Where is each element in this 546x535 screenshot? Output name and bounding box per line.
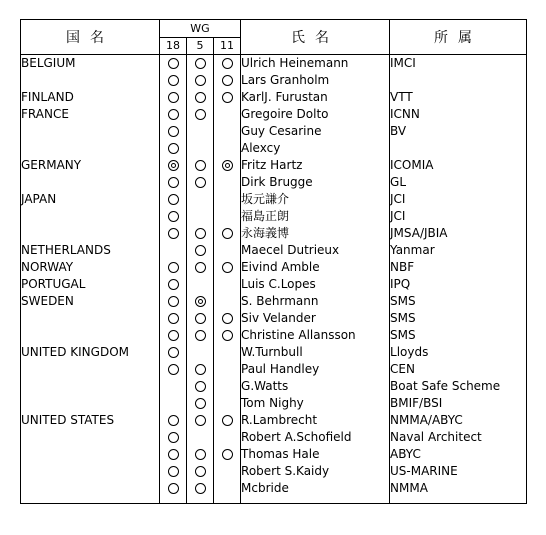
country-cell: UNITED STATES [21,413,115,427]
table-row [21,480,527,497]
circle-mark-icon [195,364,206,375]
circle-mark-icon [168,466,179,477]
wg-11-cell [214,463,241,480]
country-cell [21,463,160,480]
wg-11-cell [214,344,241,361]
circle-mark-icon [195,245,206,256]
circle-mark-icon [195,398,206,409]
affiliation-cell [390,140,527,157]
table-row [21,412,527,429]
affiliation-cell: JCI [390,208,527,225]
wg-18-cell [160,412,187,429]
wg-11-cell [214,106,241,123]
wg-11-cell [214,480,241,497]
country-cell [21,429,160,446]
circle-mark-icon [168,194,179,205]
wg-5-cell [187,344,214,361]
table-row [21,208,527,225]
circle-mark-icon [195,92,206,103]
member-name-cell: Dirk Brugge [241,174,390,191]
wg-5-cell [187,55,214,73]
circle-mark-icon [222,449,233,460]
circle-mark-icon [168,330,179,341]
table-row [21,446,527,463]
wg-5-cell [187,157,214,174]
circle-mark-icon [168,75,179,86]
circle-mark-icon [168,211,179,222]
wg-11-cell [214,157,241,174]
wg-5-cell [187,208,214,225]
wg-5-cell [187,225,214,242]
affiliation-cell: BV [390,123,527,140]
circle-mark-icon [222,415,233,426]
wg-11-cell [214,55,241,73]
affiliation-cell: NMMA/ABYC [390,412,527,429]
circle-mark-icon [168,449,179,460]
circle-mark-icon [195,109,206,120]
double-circle-mark-icon [222,160,233,171]
circle-mark-icon [168,92,179,103]
affiliation-cell: Boat Safe Scheme [390,378,527,395]
affiliation-header: 所属 [390,20,527,55]
table-row [21,276,527,293]
table-row [21,89,527,106]
wg-11-cell [214,140,241,157]
country-cell: BELGIUM [21,56,76,70]
table-row [21,293,527,310]
affiliation-cell: VTT [390,89,527,106]
affiliation-cell: NMMA [390,480,527,497]
country-cell [21,395,160,412]
country-cell [21,446,160,463]
table-row [21,191,527,208]
table-row [21,344,527,361]
table-row [21,140,527,157]
country-cell [21,327,160,344]
wg-18-cell [160,72,187,89]
wg-11-cell [214,72,241,89]
circle-mark-icon [222,330,233,341]
circle-mark-icon [195,75,206,86]
affiliation-cell: Yanmar [390,242,527,259]
circle-mark-icon [168,143,179,154]
country-cell: GERMANY [21,158,82,172]
table-row [21,327,527,344]
member-name-cell: Lars Granholm [241,72,390,89]
country-cell [21,208,160,225]
wg-11-cell [214,310,241,327]
circle-mark-icon [195,313,206,324]
affiliation-cell: ABYC [390,446,527,463]
member-name-cell: 福島正朗 [241,208,390,225]
circle-mark-icon [222,262,233,273]
affiliation-cell: JCI [390,191,527,208]
circle-mark-icon [195,58,206,69]
table-row [21,123,527,140]
wg-18-cell [160,208,187,225]
circle-mark-icon [168,279,179,290]
affiliation-cell: SMS [390,293,527,310]
circle-mark-icon [222,75,233,86]
circle-mark-icon [168,228,179,239]
circle-mark-icon [195,483,206,494]
wg-11-cell [214,361,241,378]
member-name-cell: W.Turnbull [241,344,390,361]
wg-11-cell [214,208,241,225]
member-name-cell: Siv Velander [241,310,390,327]
wg-5-cell [187,276,214,293]
wg-11-cell [214,225,241,242]
wg-11-cell [214,446,241,463]
member-name-cell: R.Lambrecht [241,412,390,429]
wg-18-cell [160,327,187,344]
circle-mark-icon [195,262,206,273]
padding-cell [187,497,214,504]
table-header [21,20,527,55]
member-name-cell: Luis C.Lopes [241,276,390,293]
member-name-cell: Tom Nighy [241,395,390,412]
wg-18-cell [160,259,187,276]
membership-table [20,19,527,504]
wg-11-header: 11 [214,37,241,55]
table-row [21,157,527,174]
circle-mark-icon [168,364,179,375]
wg-5-cell [187,429,214,446]
country-cell: NORWAY [21,260,74,274]
circle-mark-icon [168,58,179,69]
country-cell [21,140,160,157]
wg-18-cell [160,446,187,463]
member-name-cell: Guy Cesarine [241,123,390,140]
member-name-cell: Gregoire Dolto [241,106,390,123]
member-name-cell: 永海義博 [241,225,390,242]
circle-mark-icon [168,483,179,494]
affiliation-cell: IPQ [390,276,527,293]
wg-11-cell [214,395,241,412]
wg-5-cell [187,378,214,395]
wg-18-cell [160,106,187,123]
member-name-cell: Paul Handley [241,361,390,378]
table-row [21,242,527,259]
country-cell [21,174,160,191]
country-cell [21,72,160,89]
wg-5-cell [187,293,214,310]
wg-5-cell [187,395,214,412]
member-name-cell: Fritz Hartz [241,157,390,174]
wg-11-cell [214,412,241,429]
wg-5-cell [187,123,214,140]
wg-11-cell [214,242,241,259]
country-cell [21,480,160,497]
circle-mark-icon [168,109,179,120]
circle-mark-icon [168,296,179,307]
circle-mark-icon [195,160,206,171]
table-row [21,55,527,73]
wg-5-cell [187,242,214,259]
wg-5-cell [187,259,214,276]
wg-5-cell [187,106,214,123]
member-name-cell: KarlJ. Furustan [241,89,390,106]
member-name-cell: Christine Allansson [241,327,390,344]
country-cell [21,361,160,378]
wg-11-cell [214,378,241,395]
wg-11-cell [214,327,241,344]
member-name-cell: Ulrich Heinemann [241,55,390,73]
country-cell: FINLAND [21,90,74,104]
circle-mark-icon [222,228,233,239]
wg-header: WG [160,20,241,38]
wg-18-cell [160,276,187,293]
affiliation-cell: NBF [390,259,527,276]
wg-18-cell [160,123,187,140]
wg-11-cell [214,293,241,310]
circle-mark-icon [168,126,179,137]
wg-5-cell [187,446,214,463]
table-padding-row [21,497,527,504]
country-cell: NETHERLANDS [21,243,111,257]
wg-5-cell [187,72,214,89]
padding-cell [21,497,160,504]
table-row [21,72,527,89]
affiliation-cell [390,72,527,89]
circle-mark-icon [168,177,179,188]
wg-18-cell [160,55,187,73]
circle-mark-icon [168,262,179,273]
affiliation-cell: CEN [390,361,527,378]
table-row [21,106,527,123]
country-cell: FRANCE [21,107,69,121]
wg-18-cell [160,344,187,361]
table-row [21,361,527,378]
circle-mark-icon [195,449,206,460]
circle-mark-icon [195,415,206,426]
table-row [21,429,527,446]
country-cell [21,225,160,242]
wg-5-cell [187,463,214,480]
wg-5-cell [187,412,214,429]
circle-mark-icon [195,381,206,392]
table-body [21,55,527,504]
wg-5-cell [187,191,214,208]
wg-18-cell [160,429,187,446]
circle-mark-icon [195,466,206,477]
wg-5-cell [187,174,214,191]
member-name-cell: G.Watts [241,378,390,395]
country-header: 国名 [21,20,160,55]
country-cell: PORTUGAL [21,277,86,291]
circle-mark-icon [168,415,179,426]
affiliation-cell: Lloyds [390,344,527,361]
country-cell [21,310,160,327]
wg-18-cell [160,140,187,157]
double-circle-mark-icon [195,296,206,307]
wg-5-cell [187,140,214,157]
wg-5-cell [187,89,214,106]
wg-11-cell [214,191,241,208]
circle-mark-icon [222,92,233,103]
wg-18-cell [160,191,187,208]
wg-11-cell [214,89,241,106]
circle-mark-icon [222,313,233,324]
padding-cell [241,497,390,504]
name-header: 氏名 [241,20,390,55]
wg-18-cell [160,293,187,310]
country-cell [21,378,160,395]
wg-5-cell [187,310,214,327]
circle-mark-icon [168,347,179,358]
affiliation-cell: ICNN [390,106,527,123]
affiliation-cell: GL [390,174,527,191]
circle-mark-icon [168,432,179,443]
country-cell: UNITED KINGDOM [21,345,129,359]
wg-18-cell [160,480,187,497]
circle-mark-icon [168,313,179,324]
country-cell: SWEDEN [21,294,74,308]
wg-18-cell [160,225,187,242]
country-cell [21,123,160,140]
member-name-cell: Robert S.Kaidy [241,463,390,480]
wg-18-header: 18 [160,37,187,55]
wg-18-cell [160,89,187,106]
circle-mark-icon [195,330,206,341]
affiliation-cell: BMIF/BSI [390,395,527,412]
table-row [21,378,527,395]
wg-5-cell [187,361,214,378]
table-row [21,225,527,242]
table-row [21,310,527,327]
wg-11-cell [214,123,241,140]
padding-cell [390,497,527,504]
padding-cell [214,497,241,504]
wg-18-cell [160,310,187,327]
wg-11-cell [214,259,241,276]
member-name-cell: Maecel Dutrieux [241,242,390,259]
affiliation-cell: SMS [390,327,527,344]
wg-5-cell [187,480,214,497]
table-row [21,174,527,191]
circle-mark-icon [222,58,233,69]
member-name-cell: Thomas Hale [241,446,390,463]
wg-18-cell [160,157,187,174]
wg-5-header: 5 [187,37,214,55]
circle-mark-icon [195,228,206,239]
affiliation-cell: ICOMIA [390,157,527,174]
wg-11-cell [214,276,241,293]
affiliation-cell: SMS [390,310,527,327]
affiliation-cell: Naval Architect [390,429,527,446]
affiliation-cell: US-MARINE [390,463,527,480]
member-name-cell: 坂元謙介 [241,191,390,208]
member-name-cell: S. Behrmann [241,293,390,310]
circle-mark-icon [195,177,206,188]
member-name-cell: Robert A.Schofield [241,429,390,446]
member-name-cell: Eivind Amble [241,259,390,276]
country-cell: JAPAN [21,192,57,206]
wg-18-cell [160,395,187,412]
double-circle-mark-icon [168,160,179,171]
wg-5-cell [187,327,214,344]
affiliation-cell: IMCI [390,55,527,73]
padding-cell [160,497,187,504]
wg-18-cell [160,174,187,191]
wg-11-cell [214,429,241,446]
table-row [21,259,527,276]
wg-11-cell [214,174,241,191]
member-name-cell: Alexcy [241,140,390,157]
table-row [21,395,527,412]
member-name-cell: Mcbride [241,480,390,497]
wg-18-cell [160,361,187,378]
table-row [21,463,527,480]
affiliation-cell: JMSA/JBIA [390,225,527,242]
wg-18-cell [160,463,187,480]
wg-18-cell [160,378,187,395]
wg-18-cell [160,242,187,259]
